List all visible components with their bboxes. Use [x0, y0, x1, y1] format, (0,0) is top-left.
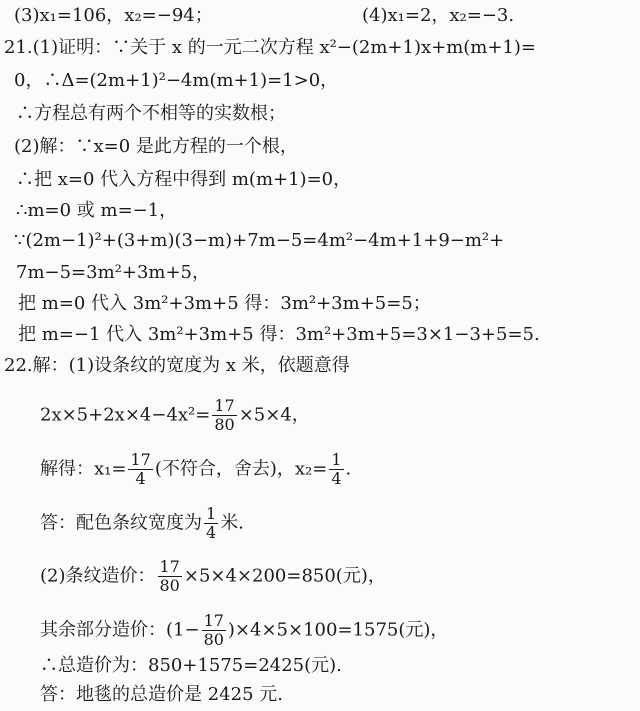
fraction-1-4: $\frac{1}{4}$ [331, 450, 342, 488]
q21-line-2: 0，∴Δ=(2m+1)²−4m(m+1)=1>0， [14, 70, 339, 91]
fraction-17-4: $\frac{17}{4}$ [130, 450, 151, 488]
q22-stripe-cost: (2)条纹造价： $\frac{17}{80}$ ×5×4×200=850(元)， [40, 557, 386, 595]
fraction-17-80: $\frac{17}{80}$ [159, 557, 180, 595]
q21-line-8: 7m−5=3m²+3m+5， [16, 262, 211, 283]
q22-answer-2: 答：地毯的总造价是 2425 元. [40, 684, 283, 705]
q21-line-5: ∴把 x=0 代入方程中得到 m(m+1)=0， [16, 169, 352, 190]
q22-total: ∴总造价为：850+1575=2425(元). [40, 655, 342, 676]
fraction-1-4: $\frac{1}{4}$ [206, 504, 217, 542]
q22-rest-cost: 其余部分造价：(1− $\frac{17}{80}$ )×4×5×100=1575(元)， [40, 611, 449, 649]
q21-line-7: ∵(2m−1)²+(3+m)(3−m)+7m−5=4m²−4m+1+9−m²+ [14, 230, 505, 251]
q21-line-10: 把 m=−1 代入 3m²+3m+5 得：3m²+3m+5=3×1−3+5=5. [18, 324, 540, 345]
answer-4: (4)x₁=2，x₂=−3. [362, 5, 515, 26]
q22-solutions: 解得：x₁= $\frac{17}{4}$ (不符合，舍去)，x₂= $\frac{1}{4}$ . [40, 450, 352, 488]
equation-right: ×5×4， [238, 404, 310, 426]
q21-line-1: 21.(1)证明：∵关于 x 的一元二次方程 x²−(2m+1)x+m(m+1)= [4, 37, 537, 58]
fraction-17-80: $\frac{17}{80}$ [203, 611, 224, 649]
q22-answer-1: 答：配色条纹宽度为 $\frac{1}{4}$ 米. [40, 504, 244, 542]
q21-line-3: ∴方程总有两个不相等的实数根； [16, 103, 286, 124]
q22-equation [40, 397, 310, 434]
equation-left: 2x×5+2x×4−4x²= [40, 404, 211, 426]
q21-line-4: (2)解：∵x=0 是此方程的一个根， [14, 136, 298, 157]
q21-line-9: 把 m=0 代入 3m²+3m+5 得：3m²+3m+5=5； [18, 293, 431, 314]
answer-3: (3)x₁=106，x₂=−94； [14, 5, 213, 26]
fraction-17-80: $\frac{17}{80}$ [214, 396, 235, 434]
q21-line-6: ∴m=0 或 m=−1， [16, 200, 178, 221]
q22-line-1: 22.解：(1)设条纹的宽度为 x 米，依题意得 [4, 355, 350, 376]
